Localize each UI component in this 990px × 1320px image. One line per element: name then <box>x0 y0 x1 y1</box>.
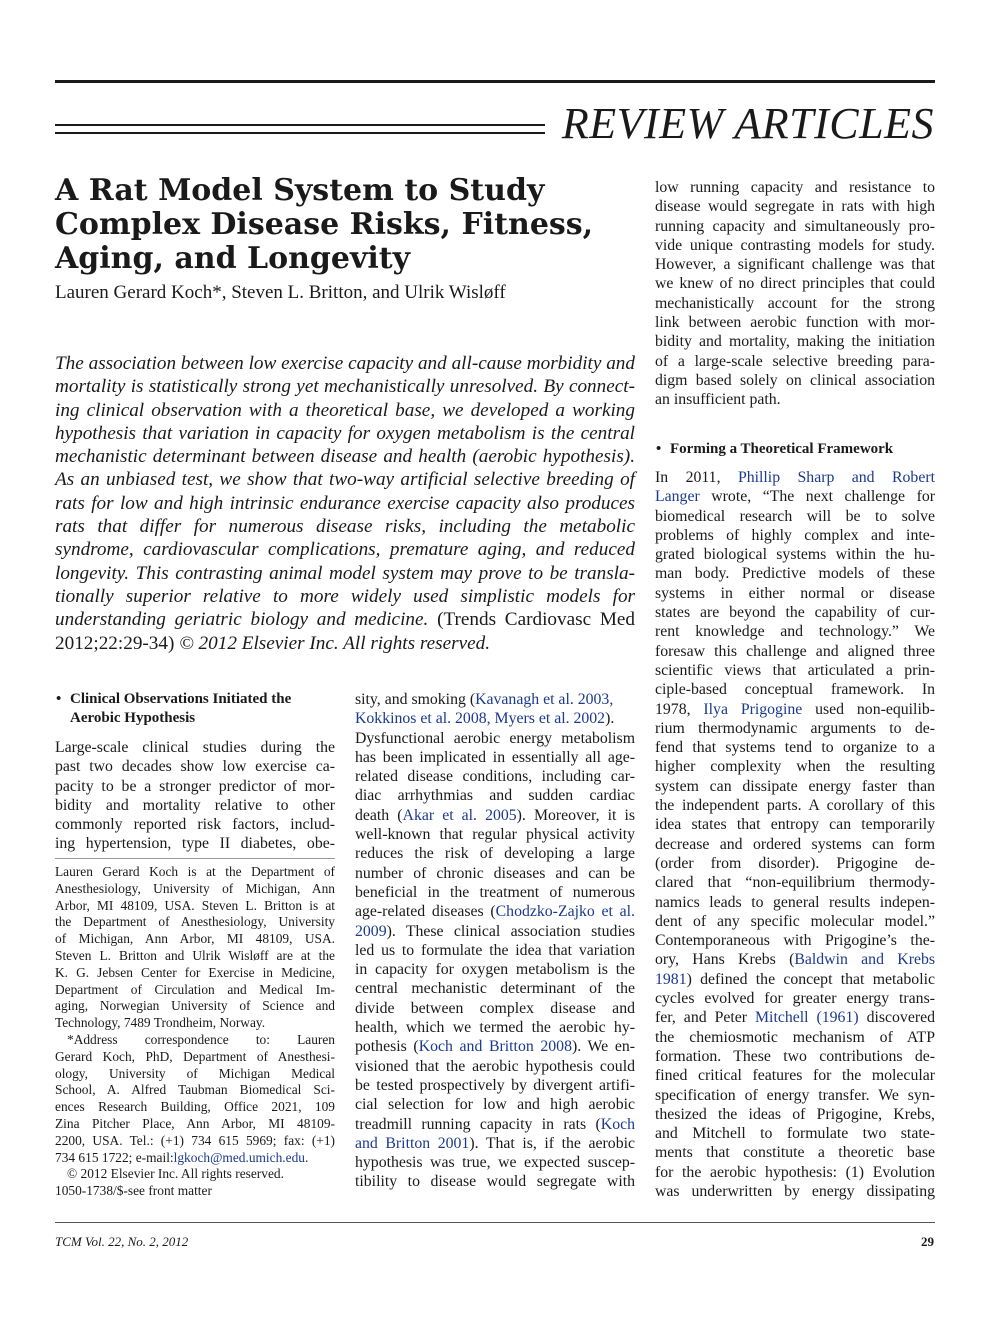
footnote-copyright: © 2012 Elsevier Inc. All rights reserved. <box>67 1166 284 1182</box>
body-line: in capacity for oxygen metabolism is the <box>355 961 635 979</box>
footnote-line: Anesthesiology, University of Michigan, Ann <box>55 880 335 896</box>
body-line: diac arrhythmias and sudden cardiac <box>355 787 635 805</box>
body-line: of a large-scale selective breeding para- <box>655 352 935 370</box>
col3-top <box>655 178 935 410</box>
citation-link[interactable]: Mitchell (1961) <box>755 1009 859 1027</box>
abstract-line: mortality is statistically strong yet mechanistically unresolved. By connect- <box>55 376 635 398</box>
text: 1978, <box>655 700 704 718</box>
text: ory, Hans Krebs ( <box>655 951 795 969</box>
body-line <box>655 970 935 989</box>
citation-link[interactable]: Ilya Prigogine <box>703 700 803 718</box>
section-heading: REVIEW ARTICLES <box>561 99 934 148</box>
abstract-line: longevity. This contrasting animal model system may prove to be transla- <box>55 562 635 584</box>
body-line: mechanistically account for the strong <box>655 294 935 312</box>
body-line <box>655 487 935 506</box>
text: In 2011, <box>655 469 738 486</box>
abstract-line: rats that differ for numerous disease risks, including the metabolic <box>55 516 635 538</box>
abstract-line: The association between low exercise capacity and all-cause morbidity and <box>55 353 635 374</box>
body-line: states are beyond the capability of cur- <box>655 604 935 622</box>
body-line: disease would segregate in rats with high <box>655 198 935 216</box>
heading-line: Aerobic Hypothesis <box>70 710 196 726</box>
text: wrote, “The next challenge for <box>699 488 935 506</box>
body-line: Large-scale clinical studies during the <box>55 739 335 756</box>
body-line <box>355 806 635 825</box>
body-line <box>655 1008 935 1027</box>
body-line <box>355 1037 635 1056</box>
text: treadmill running capacity in rats ( <box>355 1115 601 1133</box>
body-line: fined critical features for the molecular <box>655 1067 935 1085</box>
body-line: system can dissipate energy faster than <box>655 777 935 795</box>
body-line: namics leads to general results indepen- <box>655 893 935 911</box>
footnote-issn: 1050-1738/$-see front matter <box>55 1183 212 1199</box>
footnote-line: 2200, USA. Tel.: (+1) 734 615 5969; fax: (+1) <box>55 1132 335 1148</box>
body-line: rent knowledge and technology.” We <box>655 623 935 641</box>
text: ). That is, if the aerobic <box>469 1134 635 1152</box>
citation-link[interactable]: Kavanagh et al. 2003, <box>475 691 614 708</box>
body-line: Contemporaneous with Prigogine’s the- <box>655 932 935 950</box>
footnote-line: of Michigan, Ann Arbor, MI 48109, USA. <box>55 931 335 947</box>
body-line <box>355 922 635 941</box>
text: discovered <box>858 1009 936 1027</box>
body-line: divide between complex disease and <box>355 999 635 1017</box>
body-line: reduces the risk of developing a large <box>355 845 635 863</box>
body-line <box>655 700 935 719</box>
footnote-line: Lauren Gerard Koch is at the Department of <box>55 864 335 879</box>
body-line: tibility to disease would segregate with <box>355 1173 635 1191</box>
citation-link[interactable]: Koch and Britton 2008 <box>418 1038 572 1056</box>
footnote-line: Zina Pitcher Place, Ann Arbor, MI 48109- <box>55 1115 335 1131</box>
citation-link[interactable]: and Britton 2001 <box>355 1134 470 1152</box>
body-line: hypothesis was true, we expected suscep- <box>355 1154 635 1172</box>
body-line: ciple-based conceptual framework. In <box>655 681 935 699</box>
body-line: problems of highly complex and inte- <box>655 526 935 544</box>
footnote-line: Department of Circulation and Medical Im- <box>55 981 335 997</box>
body-line: an insufficient path. <box>655 391 781 409</box>
text: fer, and Peter <box>655 1009 756 1027</box>
body-line: beneficial in the treatment of numerous <box>355 883 635 901</box>
citation-link[interactable]: 1981 <box>655 970 687 988</box>
abstract-line: hypothesis that variation in capacity for oxygen metabolism is the central <box>55 422 635 444</box>
text: ). These clinical association studies <box>386 922 635 940</box>
body-line: scientific views that articulated a prin- <box>655 661 935 679</box>
citation-link[interactable]: Chodzko-Zajko et al. <box>495 903 635 921</box>
body-line: higher complexity when the resulting <box>655 758 935 776</box>
citation-link[interactable]: Phillip Sharp and Robert <box>737 469 935 486</box>
author-footnote <box>55 864 335 1200</box>
abstract-citation-2: 2012;22:29-34) <box>55 632 175 654</box>
body-line: was underwritten by energy dissipating <box>655 1182 935 1200</box>
body-line: well-known that regular physical activity <box>355 826 635 844</box>
citation-link[interactable]: 2009 <box>355 922 387 940</box>
abstract-line: mechanistic determinant between disease and health (aerobic hypothesis). <box>55 446 635 468</box>
abstract-citation: (Trends Cardiovasc Med <box>437 609 636 631</box>
body-line: clared that “non-equilibrium thermody- <box>655 874 935 892</box>
header-rule-full <box>55 80 935 83</box>
body-line: systems in either normal or disease <box>655 584 935 602</box>
body-line: Dysfunctional aerobic energy metabolism <box>355 729 635 747</box>
body-line: link between aerobic function with mor- <box>655 314 935 332</box>
email-link[interactable]: lgkoch@med.umich.edu <box>173 1149 305 1165</box>
body-line: pacity to be a stronger predictor of mor- <box>55 777 335 795</box>
body-line: cial selection for low and high aerobic <box>355 1096 635 1114</box>
text: age-related diseases ( <box>355 903 496 921</box>
body-line: biomedical research will be to solve <box>655 507 935 525</box>
body-line <box>355 902 635 921</box>
body-line: commonly reported risk factors, includ- <box>55 816 335 834</box>
body-line <box>355 1134 635 1153</box>
body-line: be tested prospectively by divergent artifi- <box>355 1076 635 1094</box>
body-line: central mechanistic determinant of the <box>355 980 635 998</box>
title-line: A Rat Model System to Study <box>55 173 545 208</box>
footnote-line: the Department of Anesthesiology, University <box>55 914 335 930</box>
body-line: the independent parts. A corollary of this <box>655 797 935 815</box>
body-line: digm based solely on clinical association <box>655 371 935 389</box>
text: used non-equilib- <box>802 700 935 718</box>
body-line <box>655 950 935 969</box>
body-line: for the aerobic hypothesis: (1) Evolution <box>655 1163 935 1181</box>
abstract-line: tionally superior relative to more widely used simplistic models for <box>55 585 635 607</box>
footnote-text: 734 615 1722; e-mail: <box>55 1149 174 1165</box>
body-line: running capacity and simultaneously pro- <box>655 217 935 235</box>
bullet-icon: • <box>656 441 662 457</box>
body-line: thesized the ideas of Prigogine, Krebs, <box>655 1105 935 1123</box>
body-line: idea states that entropy can temporarily <box>655 816 935 834</box>
title-line: Aging, and Longevity <box>55 241 411 276</box>
citation-link[interactable]: Koch <box>600 1115 635 1133</box>
col3-body <box>655 468 935 1201</box>
text: ) defined the concept that metabolic <box>686 970 935 988</box>
body-line: the chemiosmotic mechanism of ATP <box>655 1028 935 1046</box>
body-line: grated biological systems within the hu- <box>655 546 935 564</box>
header-rule-1 <box>55 124 545 126</box>
footnote-line: School, A. Alfred Taubman Biomedical Sci- <box>55 1082 335 1098</box>
body-line: has been implicated in essentially all age- <box>355 748 635 766</box>
article-title <box>55 174 615 276</box>
section-heading-framework <box>656 440 940 459</box>
abstract-text: understanding geriatric biology and medicine. <box>55 609 429 631</box>
footnote-line: Arbor, MI 48109, USA. Steven L. Britton is at <box>55 897 335 913</box>
footnote-line: Technology, 7489 Trondheim, Norway. <box>55 1015 266 1031</box>
citation-link[interactable]: Kokkinos et al. 2008, Myers et al. 2002 <box>355 710 606 728</box>
body-line: formation. These two contributions de- <box>655 1047 935 1065</box>
text: ). Moreover, it is <box>516 806 635 824</box>
body-line: we knew of no direct principles that could <box>655 275 935 293</box>
footnote-text: . <box>304 1149 309 1165</box>
citation-link[interactable]: Langer <box>655 488 700 506</box>
body-line: and Mitchell to formulate two state- <box>655 1125 935 1143</box>
body-line: bidity and mortality, making the initiation <box>655 333 935 351</box>
body-line <box>355 690 635 709</box>
body-line: rium thermodynamic arguments to de- <box>655 719 935 737</box>
text: sity, and smoking ( <box>355 691 476 708</box>
footer-rule <box>55 1222 935 1223</box>
body-line <box>355 709 635 728</box>
footnote-line <box>55 1150 335 1167</box>
title-line: Complex Disease Risks, Fitness, <box>55 207 594 242</box>
body-line: foresaw this challenge and aligned three <box>655 642 935 660</box>
body-line: (order from disorder). Prigogine de- <box>655 854 935 872</box>
header-rule-2 <box>55 132 545 134</box>
abstract-line: syndrome, cardiovascular complications, premature aging, and reduced <box>55 539 635 561</box>
body-line: health, which we termed the aerobic hy- <box>355 1019 635 1037</box>
body-line: However, a significant challenge was that <box>655 256 935 274</box>
body-line: fend that systems tend to organize to a <box>655 739 935 757</box>
footnote-line: Gerard Koch, PhD, Department of Anesthesi- <box>55 1048 335 1064</box>
body-line: low running capacity and resistance to <box>655 179 935 196</box>
citation-link[interactable]: Baldwin and Krebs <box>794 951 936 969</box>
footnote-line: *Address correspondence to: Lauren <box>67 1031 335 1047</box>
abstract-copyright: © 2012 Elsevier Inc. All rights reserved. <box>179 632 491 654</box>
heading-line: Clinical Observations Initiated the <box>70 691 292 707</box>
body-line: bidity and mortality relative to other <box>55 796 335 814</box>
footnote-divider <box>55 858 335 859</box>
section-heading-clinical <box>56 690 340 728</box>
body-line: visioned that the aerobic hypothesis could <box>355 1057 635 1075</box>
abstract <box>55 352 635 655</box>
body-line: specification of energy transfer. We syn- <box>655 1086 935 1104</box>
abstract-line: rats for low and high intrinsic endurance exercise capacity also produces <box>55 492 635 514</box>
body-line: past two decades show low exercise ca- <box>55 758 335 776</box>
page-number: 29 <box>921 1234 934 1249</box>
body-line: related disease conditions, including car- <box>355 768 635 786</box>
footnote-line: ences Research Building, Office 2021, 109 <box>55 1099 335 1115</box>
body-line <box>655 468 935 487</box>
body-line: vide unique contrasting models for study. <box>655 236 935 254</box>
citation-link[interactable]: Akar et al. 2005 <box>402 806 517 824</box>
body-line: cycles evolved for greater energy trans- <box>655 990 935 1008</box>
text: pothesis ( <box>355 1038 419 1056</box>
text: death ( <box>355 806 403 824</box>
text: ). <box>605 710 615 728</box>
journal-citation: TCM Vol. 22, No. 2, 2012 <box>55 1234 189 1249</box>
abstract-line: ing clinical observation with a theoretical base, we developed a working <box>55 399 635 421</box>
body-line: ments that constitute a theoretic base <box>655 1144 935 1162</box>
col2-body <box>355 690 635 1192</box>
body-line: decrease and ordered systems can form <box>655 835 935 853</box>
body-line: ing hypertension, type II diabetes, obe- <box>55 835 335 853</box>
footnote-line: K. G. Jebsen Center for Exercise in Medicine, <box>55 964 335 980</box>
abstract-line <box>55 608 635 631</box>
author-list: Lauren Gerard Koch*, Steven L. Britton, and Ulrik Wisløff <box>55 282 506 303</box>
footnote-line: aging, Norwegian University of Science and <box>55 998 335 1014</box>
footnote-line: ology, University of Michigan Medical <box>55 1065 335 1081</box>
body-line: led us to formulate the idea that variation <box>355 941 635 959</box>
abstract-line <box>55 632 635 655</box>
col1-body <box>55 738 335 854</box>
abstract-line: As an unbiased test, we show that two-way artificial selective breeding of <box>55 469 635 491</box>
heading-line: Forming a Theoretical Framework <box>670 441 894 457</box>
footnote-line: Steven L. Britton and Ulrik Wisløff are at the <box>55 947 335 963</box>
body-line: man body. Predictive models of these <box>655 565 935 583</box>
body-line <box>355 1115 635 1134</box>
text: ). We en- <box>571 1038 635 1056</box>
bullet-icon: • <box>56 691 62 707</box>
body-line: number of chronic diseases and can be <box>355 864 635 882</box>
body-line: dent of any specific molecular model.” <box>655 912 935 930</box>
